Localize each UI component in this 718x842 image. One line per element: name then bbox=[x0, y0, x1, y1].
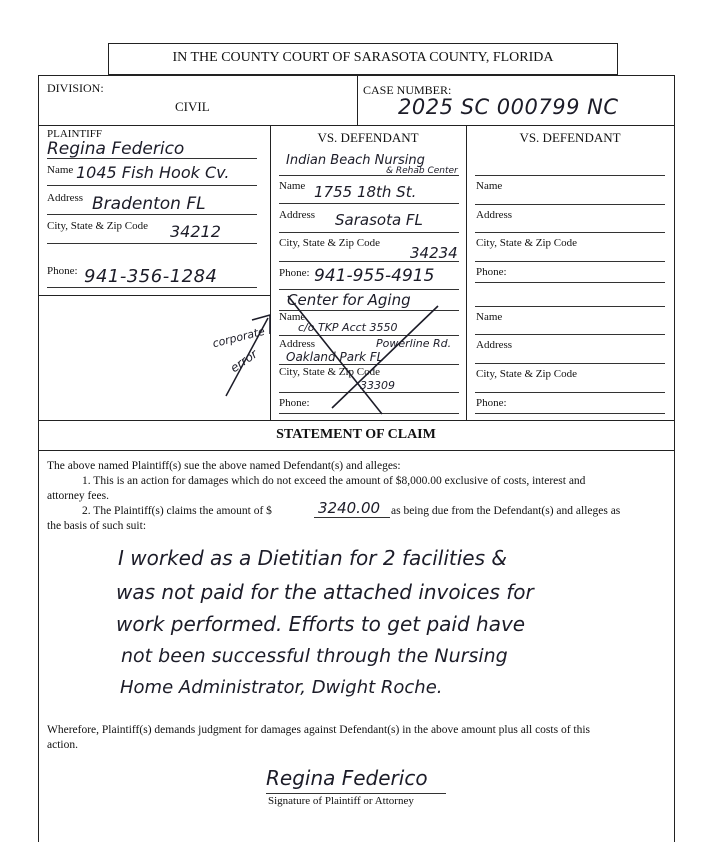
defendant2-name-line1: Center for Aging bbox=[287, 291, 411, 309]
signature: Regina Federico bbox=[266, 766, 428, 790]
narrative-line-2: was not paid for the attached invoices for bbox=[116, 580, 534, 604]
defendant1-address-label: Address bbox=[279, 209, 316, 221]
defendant2-city: Oakland Park FL bbox=[286, 350, 384, 364]
plaintiff-street-line bbox=[47, 185, 257, 186]
plaintiff-bottom-rule bbox=[38, 295, 270, 296]
defendant4-name-line bbox=[475, 306, 665, 307]
defendant2-zip: 33309 bbox=[360, 379, 395, 392]
defendant1-name-line bbox=[279, 175, 459, 176]
claim-para1-line2: attorney fees. bbox=[47, 490, 109, 502]
plaintiff-address-label: Address bbox=[47, 192, 84, 204]
defendant4-city-label: City, State & Zip Code bbox=[476, 368, 578, 380]
plaintiff-name-label: Name bbox=[47, 164, 74, 176]
defendant3-name-line bbox=[475, 175, 665, 176]
plaintiff-city: Bradenton FL bbox=[92, 194, 206, 214]
defendant3-zip-line bbox=[475, 261, 665, 262]
defendant1-heading: VS. DEFENDANT bbox=[317, 130, 419, 145]
arrow-icon bbox=[220, 300, 280, 400]
defendant4-address-label: Address bbox=[476, 339, 513, 351]
defendant2-city-label: City, State & Zip Code bbox=[279, 366, 381, 378]
defendant3-heading: VS. DEFENDANT bbox=[519, 130, 621, 145]
claim-para2-start: 2. The Plaintiff(s) claims the amount of $ bbox=[82, 505, 272, 517]
plaintiff-name: Regina Federico bbox=[47, 139, 185, 159]
plaintiff-zip: 34212 bbox=[170, 222, 221, 241]
defendant4-name-label: Name bbox=[476, 311, 503, 323]
defendant1-street-line bbox=[279, 203, 459, 204]
defendant2-address-label: Address bbox=[279, 338, 316, 350]
signature-line bbox=[266, 793, 446, 794]
defendant1-street: 1755 18th St. bbox=[314, 183, 417, 201]
defendant1-city-line bbox=[279, 232, 459, 233]
defendant1-name-line2: & Rehab Center bbox=[386, 166, 458, 176]
margin-note-line2: error bbox=[227, 346, 260, 376]
plaintiff-zip-line bbox=[47, 243, 257, 244]
defendant1-city: Sarasota FL bbox=[335, 211, 423, 229]
plaintiff-phone-line bbox=[47, 287, 257, 288]
margin-note-line1: corporate bbox=[211, 324, 267, 351]
plaintiff-phone-label: Phone: bbox=[47, 265, 78, 277]
defendant2-name-label: Name bbox=[279, 311, 306, 323]
column-divider-2 bbox=[466, 125, 467, 420]
claim-para2-line2: the basis of such suit: bbox=[47, 520, 147, 532]
defendant3-city-line bbox=[475, 232, 665, 233]
narrative-line-3: work performed. Efforts to get paid have bbox=[116, 612, 526, 636]
defendant1-zip: 34234 bbox=[410, 244, 458, 262]
wherefore-line1: Wherefore, Plaintiff(s) demands judgment for damages against Defendant(s) in the above amount plus all costs of this bbox=[47, 724, 591, 736]
defendant4-phone-line bbox=[475, 413, 665, 414]
division-value: CIVIL bbox=[175, 99, 210, 114]
page-title: IN THE COUNTY COURT OF SARASOTA COUNTY, FLORIDA bbox=[172, 50, 554, 65]
defendant1-phone-label: Phone: bbox=[279, 267, 310, 279]
claim-amount: 3240.00 bbox=[318, 499, 381, 517]
strike-through-x bbox=[270, 290, 466, 420]
defendant1-name-line1: Indian Beach Nursing bbox=[286, 153, 425, 168]
defendant1-zip-line bbox=[279, 261, 459, 262]
plaintiff-name-line bbox=[47, 158, 257, 159]
division-case-divider bbox=[357, 75, 358, 125]
division-label: DIVISION: bbox=[47, 81, 104, 95]
case-number-value: 2025 SC 000799 NC bbox=[398, 95, 619, 119]
claim-intro: The above named Plaintiff(s) sue the above named Defendant(s) and alleges: bbox=[47, 460, 401, 472]
claim-amount-line bbox=[314, 517, 390, 518]
claim-heading-rule bbox=[38, 450, 674, 451]
frame-right bbox=[674, 75, 675, 842]
narrative-line-5: Home Administrator, Dwight Roche. bbox=[120, 677, 443, 698]
claim-para1-line1: 1. This is an action for damages which do not exceed the amount of $8,000.00 exclusive of costs, interest and bbox=[82, 475, 586, 487]
frame-left bbox=[38, 75, 39, 842]
frame-top bbox=[38, 75, 674, 76]
division-bottom-rule bbox=[38, 125, 674, 126]
defendant3-city-label: City, State & Zip Code bbox=[476, 237, 578, 249]
defendant1-phone: 941-955-4915 bbox=[314, 266, 435, 286]
defendant3-address-label: Address bbox=[476, 209, 513, 221]
plaintiff-city-line bbox=[47, 214, 257, 215]
signature-label: Signature of Plaintiff or Attorney bbox=[268, 795, 414, 807]
defendant4-street-line bbox=[475, 334, 665, 335]
defendant2-phone-label: Phone: bbox=[279, 397, 310, 409]
plaintiff-street: 1045 Fish Hook Cv. bbox=[76, 163, 230, 182]
defendant2-street: Powerline Rd. bbox=[376, 337, 452, 350]
defendant4-city-line bbox=[475, 363, 665, 364]
defendant2-name-line2: c/o TKP Acct 3550 bbox=[298, 321, 398, 334]
defendant1-city-label: City, State & Zip Code bbox=[279, 237, 381, 249]
defendant3-phone-label: Phone: bbox=[476, 266, 507, 278]
narrative-line-4: not been successful through the Nursing bbox=[121, 645, 508, 667]
defendant3-street-line bbox=[475, 204, 665, 205]
claim-para2-end: as being due from the Defendant(s) and alleges as bbox=[391, 505, 621, 517]
defendant3-name-label: Name bbox=[476, 180, 503, 192]
defendant3-phone-line bbox=[475, 282, 665, 283]
plaintiff-phone: 941-356-1284 bbox=[84, 266, 218, 287]
case-number-label: CASE NUMBER: bbox=[363, 83, 452, 97]
wherefore-line2: action. bbox=[47, 739, 78, 751]
defendant4-zip-line bbox=[475, 392, 665, 393]
defendant4-phone-label: Phone: bbox=[476, 397, 507, 409]
plaintiff-city-label: City, State & Zip Code bbox=[47, 220, 149, 232]
narrative-line-1: I worked as a Dietitian for 2 facilities & bbox=[118, 546, 507, 570]
parties-bottom-rule bbox=[38, 420, 674, 421]
defendant1-name-label: Name bbox=[279, 180, 306, 192]
claim-heading: STATEMENT OF CLAIM bbox=[276, 427, 436, 442]
plaintiff-heading: PLAINTIFF bbox=[47, 128, 103, 140]
